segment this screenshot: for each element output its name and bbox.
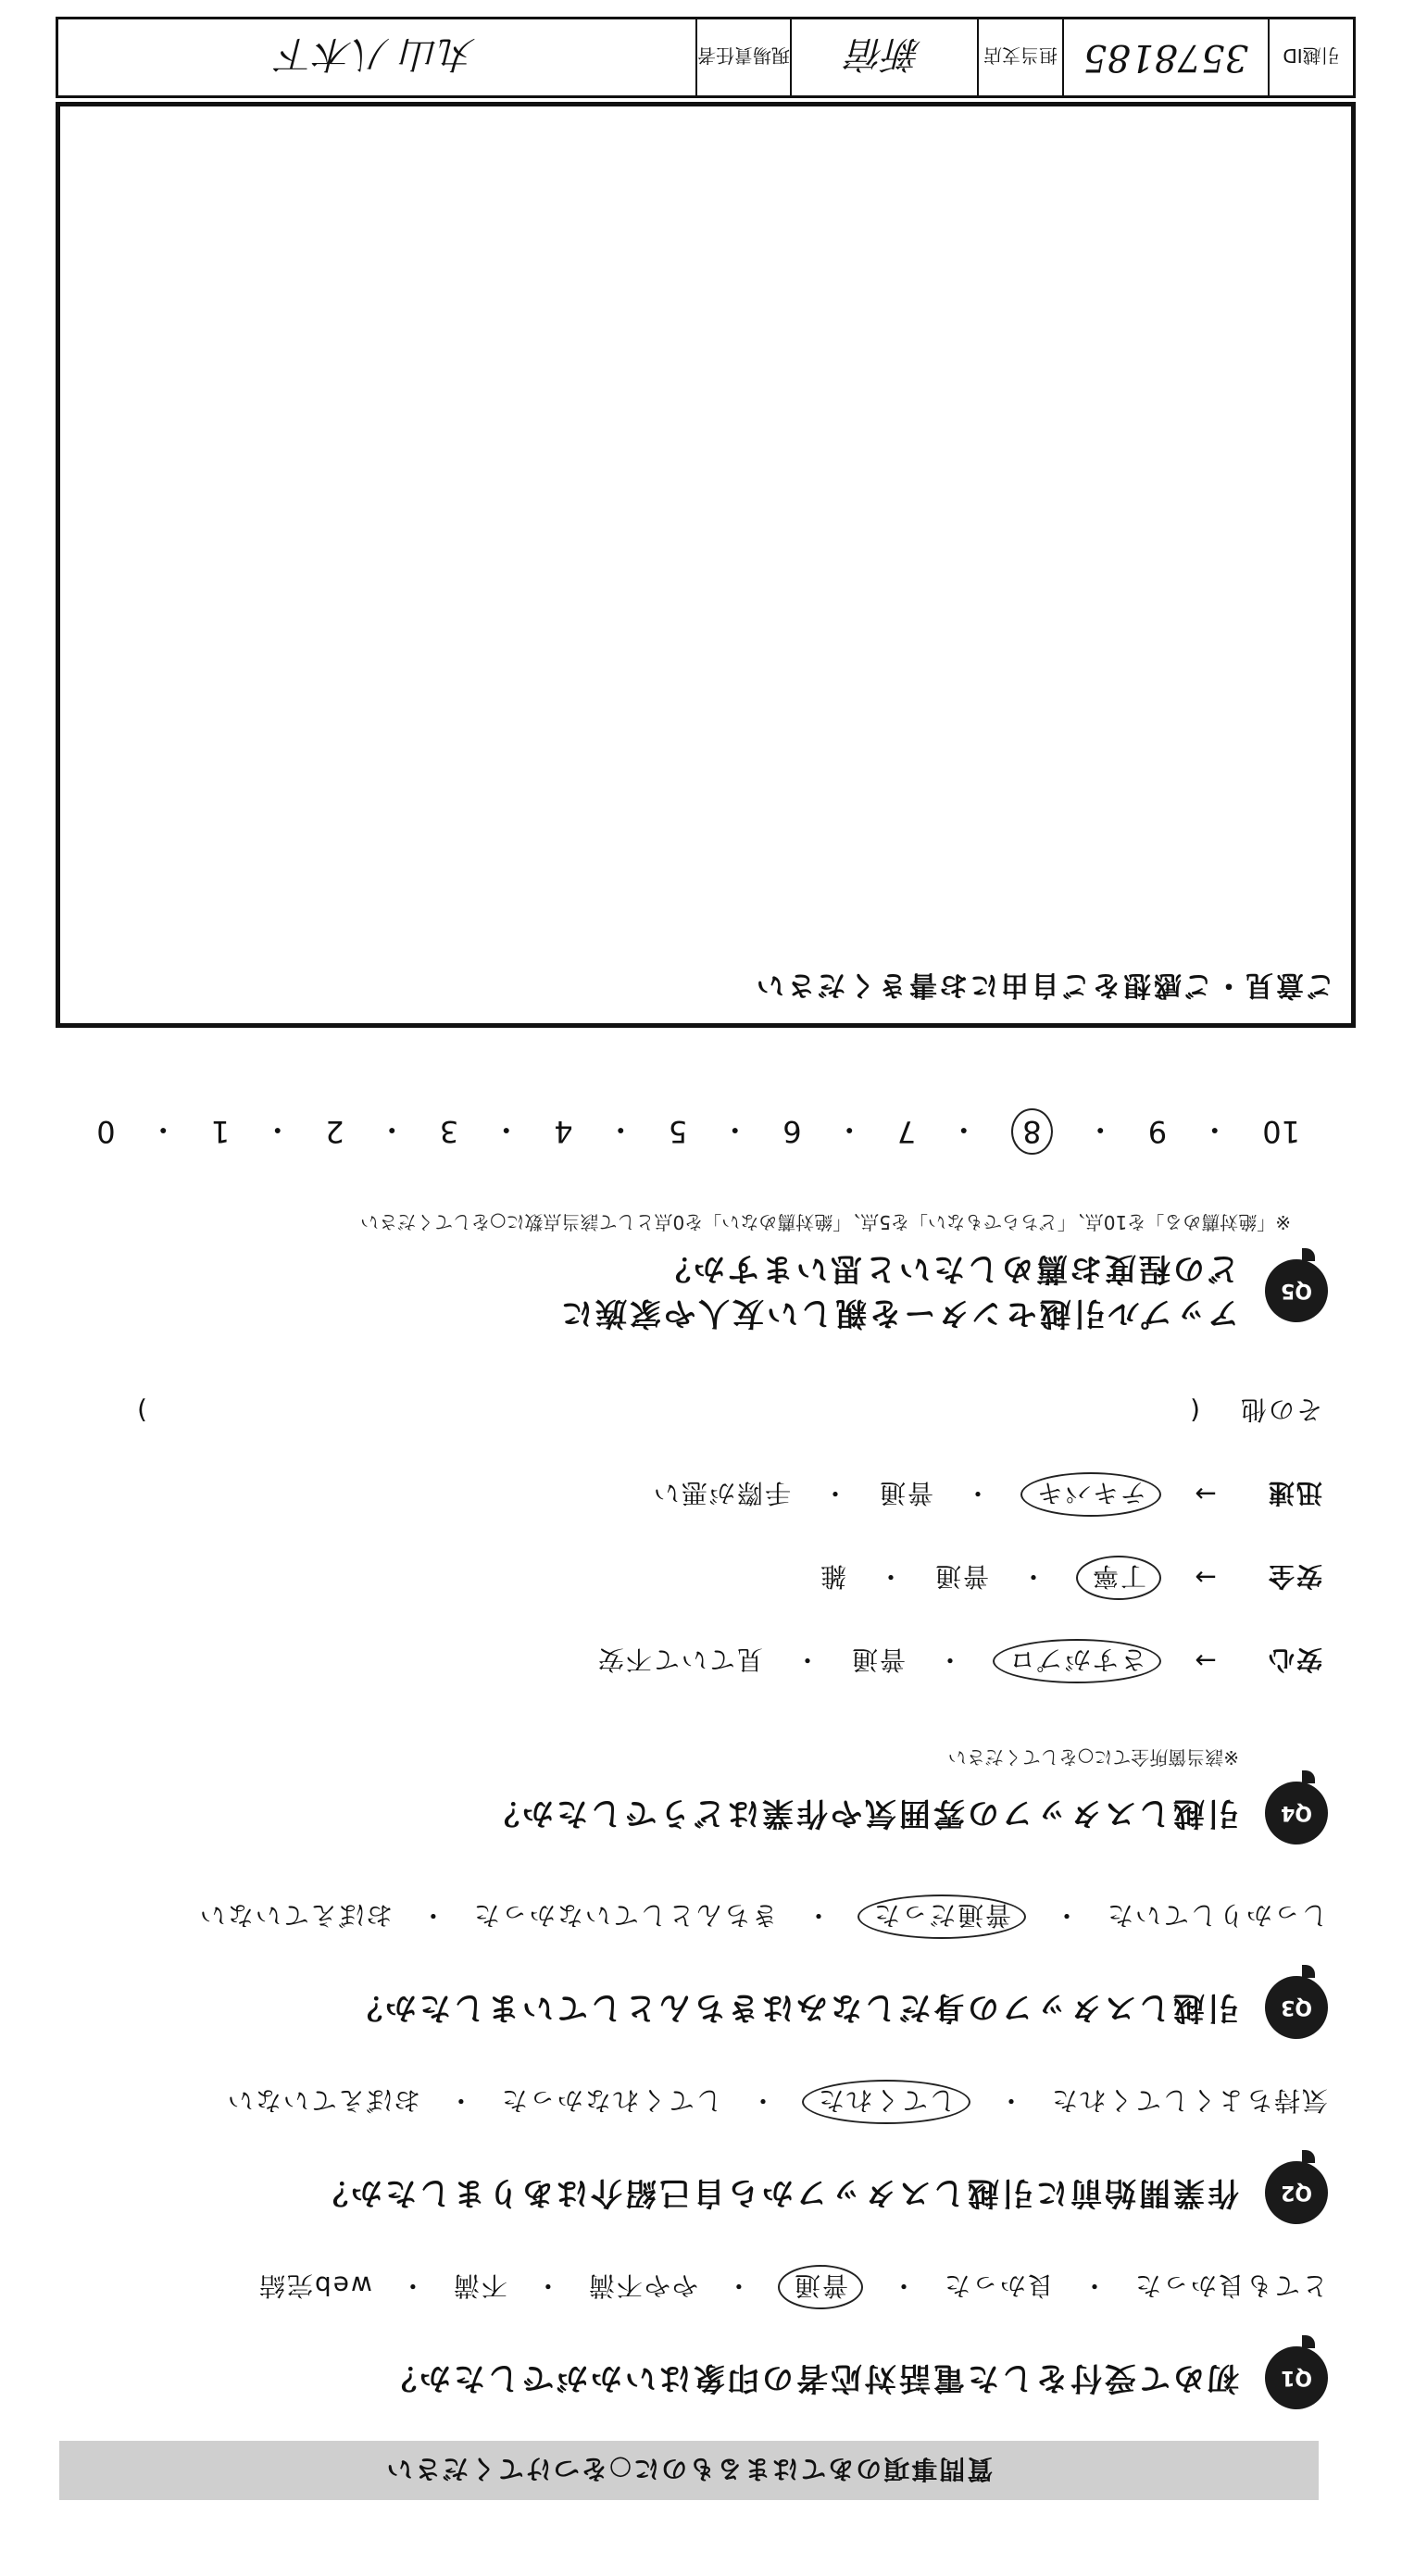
q4-option[interactable]: 雑: [818, 1561, 846, 1592]
q4-other-label: その他: [1238, 1394, 1322, 1425]
q4-option[interactable]: 普通: [877, 1478, 933, 1508]
q4-badge-icon: Q4: [1265, 1782, 1328, 1844]
manager-value: 丸山 八木下: [278, 32, 476, 76]
question-4: [31, 1369, 1328, 1844]
branch-value: 新宿: [790, 19, 977, 95]
q4-row-anshin: 安心 → さすがプロ ・ 普通 ・ 見ていて不安: [31, 1619, 1322, 1703]
id-bar: [56, 17, 1356, 98]
scale-value[interactable]: 5: [668, 1114, 688, 1149]
q5-note: ※「絶対薦める」を10点、「どちらでもない」を5点、「絶対薦めない」を0点として該当点数に○をしてください: [360, 1211, 1291, 1233]
q4-row-anzen: 安全 → 丁寧 ・ 普通 ・ 雑: [31, 1536, 1322, 1619]
scale-value[interactable]: 6: [782, 1114, 802, 1149]
q3-option-selected[interactable]: 普通だった: [857, 1894, 1026, 1939]
q1-option[interactable]: 不満: [451, 2270, 507, 2301]
instruction-banner: [59, 2441, 1319, 2500]
q4-option-selected[interactable]: 丁寧: [1076, 1556, 1161, 1600]
scale-value[interactable]: 2: [325, 1114, 344, 1149]
q2-options: 気持ちよくしてくれた ・ してくれた ・ してくれなかった ・ おぼえていない: [31, 2080, 1328, 2124]
q3-options: しっかりしていた ・ 普通だった ・ きちんとしていなかった ・ おぼえていない: [31, 1894, 1328, 1939]
q4-option-selected[interactable]: テキパキ: [1020, 1472, 1161, 1517]
q4-note: ※該当箇所全てに○をしてください: [947, 1746, 1239, 1769]
q4-text: 引越しスタッフの雰囲気や作業はどうでしたか？: [485, 1794, 1239, 1832]
scale-value[interactable]: 7: [896, 1114, 917, 1149]
q4-option[interactable]: 手際が悪い: [651, 1478, 791, 1508]
scale-value[interactable]: 4: [554, 1114, 573, 1149]
scale-value-selected[interactable]: 8: [1011, 1108, 1052, 1155]
q1-text: 初めて受付をした電話対応者の印象はいかがでしたか？: [382, 2359, 1239, 2396]
q1-option-selected[interactable]: 普通: [778, 2265, 863, 2309]
q1-options: とても良かった ・ 良かった ・ 普通 ・ やや不満 ・ 不満 ・ web完結: [31, 2265, 1328, 2309]
q5-text-line1: アップル引越センターを親しい友人や家族に: [558, 1294, 1239, 1332]
q4-rows: [31, 1369, 1322, 1703]
q4-option[interactable]: 見ていて不安: [595, 1644, 763, 1675]
q4-row-other: その他 ( ): [31, 1369, 1322, 1453]
scale-value[interactable]: 0: [96, 1114, 116, 1149]
scale-value[interactable]: 10: [1262, 1114, 1300, 1149]
scale-value[interactable]: 9: [1147, 1114, 1168, 1149]
q3-option[interactable]: おぼえていない: [197, 1900, 393, 1931]
q3-option[interactable]: きちんとしていなかった: [471, 1900, 778, 1931]
question-2: [31, 2080, 1328, 2224]
q4-option[interactable]: 普通: [933, 1561, 989, 1592]
id-value: 3578185: [1062, 19, 1268, 95]
q4-option-selected[interactable]: さすがプロ: [993, 1639, 1161, 1683]
q2-option[interactable]: してくれなかった: [499, 2085, 722, 2116]
question-1: [31, 2265, 1328, 2409]
q5-scale: 10 ・ 9 ・ 8 ・ 7 ・ 6 ・ 5 ・ 4 ・ 3 ・ 2 ・ 1 ・ 0: [96, 1108, 1300, 1155]
q2-badge-icon: Q2: [1265, 2161, 1328, 2224]
comment-box[interactable]: [56, 102, 1356, 1028]
scale-value[interactable]: 3: [439, 1114, 459, 1149]
id-label: 引越ID: [1268, 19, 1353, 95]
q1-option[interactable]: やや不満: [586, 2270, 698, 2301]
q3-badge-icon: Q3: [1265, 1976, 1328, 2039]
q1-option[interactable]: とても良かった: [1133, 2270, 1328, 2301]
q2-option[interactable]: おぼえていない: [225, 2085, 420, 2116]
question-3: [31, 1894, 1328, 2039]
q2-option[interactable]: 気持ちよくしてくれた: [1049, 2085, 1328, 2116]
q5-badge-icon: Q5: [1265, 1259, 1328, 1322]
q3-option[interactable]: しっかりしていた: [1105, 1900, 1328, 1931]
q1-badge-icon: Q1: [1265, 2346, 1328, 2409]
q1-option[interactable]: web完結: [257, 2270, 372, 2301]
question-5: [31, 1108, 1328, 1335]
q1-option[interactable]: 良かった: [942, 2270, 1054, 2301]
q3-text: 引越しスタッフの身だしなみはきちんとしていましたか？: [348, 1989, 1239, 2026]
comment-label: ご意見・ご感想をご自由にお書きください: [754, 969, 1334, 1001]
branch-label: 担当支店: [977, 19, 1062, 95]
instruction-text: 質問事項のあてはまるものに○をつけてください: [384, 2454, 994, 2484]
q4-option[interactable]: 普通: [849, 1644, 906, 1675]
q5-text-line2: どの程度お薦めしたいと思いますか？: [657, 1250, 1239, 1287]
q2-text: 作業開始前に引越しスタッフから自己紹介はありましたか？: [314, 2174, 1239, 2211]
q4-row-jinsoku: 迅速 → テキパキ ・ 普通 ・ 手際が悪い: [31, 1453, 1322, 1536]
q2-option-selected[interactable]: してくれた: [802, 2080, 970, 2124]
scale-value[interactable]: 1: [210, 1114, 231, 1149]
manager-label: 現場責任者: [695, 19, 790, 95]
